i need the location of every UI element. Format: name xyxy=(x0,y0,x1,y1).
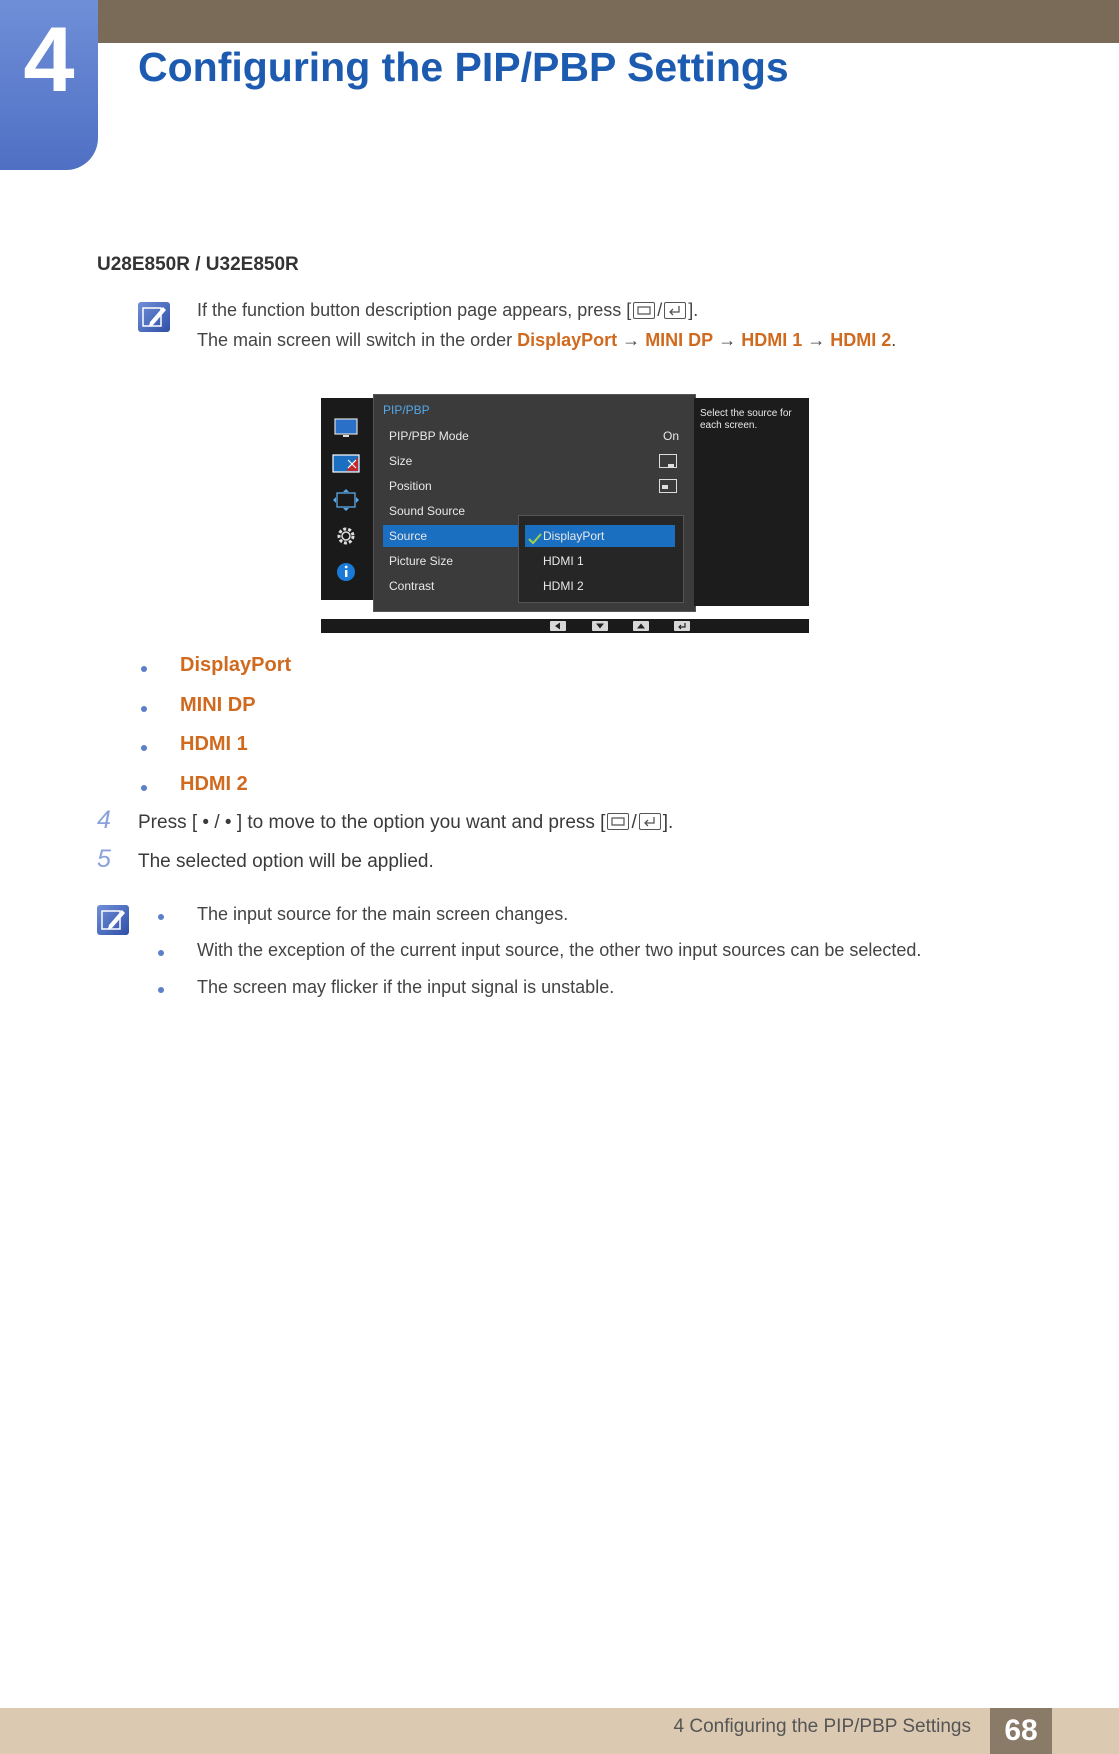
bullet-dot xyxy=(141,785,147,791)
osd-button-guide xyxy=(321,619,809,633)
order-arrow: → xyxy=(622,330,641,350)
source-item-mini-dp: MINI DP xyxy=(180,694,256,716)
dot-button-icon: • xyxy=(224,812,232,833)
resize-icon xyxy=(332,488,360,512)
osd-screenshot xyxy=(321,394,809,634)
source-button-icon xyxy=(633,302,655,319)
order-displayport: DisplayPort xyxy=(517,330,618,350)
up-button-icon xyxy=(633,621,649,631)
osd-icon-bar xyxy=(321,398,373,600)
down-button-icon xyxy=(592,621,608,631)
osd-menu-item-position[interactable] xyxy=(383,475,687,497)
model-heading: U28E850R / U32E850R xyxy=(97,254,299,275)
note1-order-intro: The main screen will switch in the order xyxy=(197,330,518,350)
osd-submenu-hdmi2[interactable] xyxy=(525,575,675,597)
note2-item: The screen may flicker if the input signal is unstable. xyxy=(197,977,615,997)
note1-slash: / xyxy=(657,300,663,320)
bullet-dot xyxy=(141,666,147,672)
step-text-part: ] to move to the option you want and press [ xyxy=(231,812,606,833)
step-text-part: Press [ xyxy=(138,812,203,833)
top-bar xyxy=(0,0,1119,43)
bullet-dot xyxy=(158,914,164,920)
note1-text-end: ]. xyxy=(688,300,699,320)
note1-line2 xyxy=(197,330,896,351)
osd-menu-label: Position xyxy=(389,479,432,493)
osd-menu-label: Contrast xyxy=(389,579,435,593)
osd-help-panel: Select the source for each screen. xyxy=(694,398,809,606)
gear-icon xyxy=(332,524,360,548)
page-title: Configuring the PIP/PBP Settings xyxy=(138,44,789,90)
bullet-dot xyxy=(158,950,164,956)
position-top-left-icon xyxy=(659,479,677,493)
left-button-icon xyxy=(550,621,566,631)
osd-menu-value: On xyxy=(662,429,679,443)
osd-submenu-label: HDMI 2 xyxy=(543,579,584,593)
osd-menu-item-size[interactable] xyxy=(383,450,687,472)
step-4-text xyxy=(138,812,673,834)
note-pencil-icon xyxy=(97,905,129,935)
step-text-part: / xyxy=(209,812,225,833)
page-number: 68 xyxy=(990,1708,1052,1754)
size-small-icon xyxy=(659,454,677,468)
step-number: 4 xyxy=(97,806,111,834)
order-hdmi1: HDMI 1 xyxy=(741,330,803,350)
monitor-icon xyxy=(332,416,360,440)
note1-text: If the function button description page appears, press [ xyxy=(197,300,632,320)
osd-menu-item-source[interactable] xyxy=(383,525,519,547)
info-icon xyxy=(332,560,360,584)
osd-main-menu xyxy=(373,394,696,612)
enter-button-icon xyxy=(639,813,661,830)
osd-submenu-displayport[interactable] xyxy=(525,525,675,547)
order-arrow: → xyxy=(718,330,737,350)
bullet-dot xyxy=(141,706,147,712)
order-arrow: → xyxy=(807,330,826,350)
step-5-text: The selected option will be applied. xyxy=(138,851,434,872)
source-item-hdmi1: HDMI 1 xyxy=(180,733,248,755)
enter-button-icon xyxy=(664,302,686,319)
osd-menu-label: Source xyxy=(389,529,428,543)
bullet-dot xyxy=(158,987,164,993)
dot-button-icon: • xyxy=(202,812,210,833)
source-item-hdmi2: HDMI 2 xyxy=(180,773,248,795)
osd-menu-title: PIP/PBP xyxy=(383,403,430,417)
check-icon xyxy=(528,530,542,552)
order-end: . xyxy=(891,330,897,350)
order-hdmi2: HDMI 2 xyxy=(830,330,892,350)
step-text-part: ]. xyxy=(662,812,674,833)
osd-submenu-label: HDMI 1 xyxy=(543,554,584,568)
note2-item: With the exception of the current input source, the other two input sources can be selected. xyxy=(197,940,922,960)
footer-chapter-text: 4 Configuring the PIP/PBP Settings xyxy=(673,1716,971,1737)
osd-source-submenu xyxy=(518,515,684,603)
chapter-number-tab: 4 xyxy=(0,0,98,170)
source-item-displayport: DisplayPort xyxy=(180,654,292,676)
osd-submenu-label: DisplayPort xyxy=(543,529,605,543)
note-pencil-icon xyxy=(138,302,170,332)
note1-line1 xyxy=(197,300,698,321)
enter-button-icon xyxy=(674,621,690,631)
osd-submenu-hdmi1[interactable] xyxy=(525,550,675,572)
osd-menu-label: PIP/PBP Mode xyxy=(389,429,469,443)
osd-menu-item-pip-mode[interactable] xyxy=(383,425,687,447)
step-text-part: / xyxy=(631,812,637,833)
source-button-icon xyxy=(607,813,629,830)
osd-menu-label: Sound Source xyxy=(389,504,466,518)
osd-menu-label: Size xyxy=(389,454,413,468)
note2-item: The input source for the main screen changes. xyxy=(197,904,569,924)
step-number: 5 xyxy=(97,845,111,873)
osd-menu-label: Picture Size xyxy=(389,554,454,568)
pip-icon xyxy=(332,452,360,476)
order-mini-dp: MINI DP xyxy=(645,330,714,350)
bullet-dot xyxy=(141,745,147,751)
